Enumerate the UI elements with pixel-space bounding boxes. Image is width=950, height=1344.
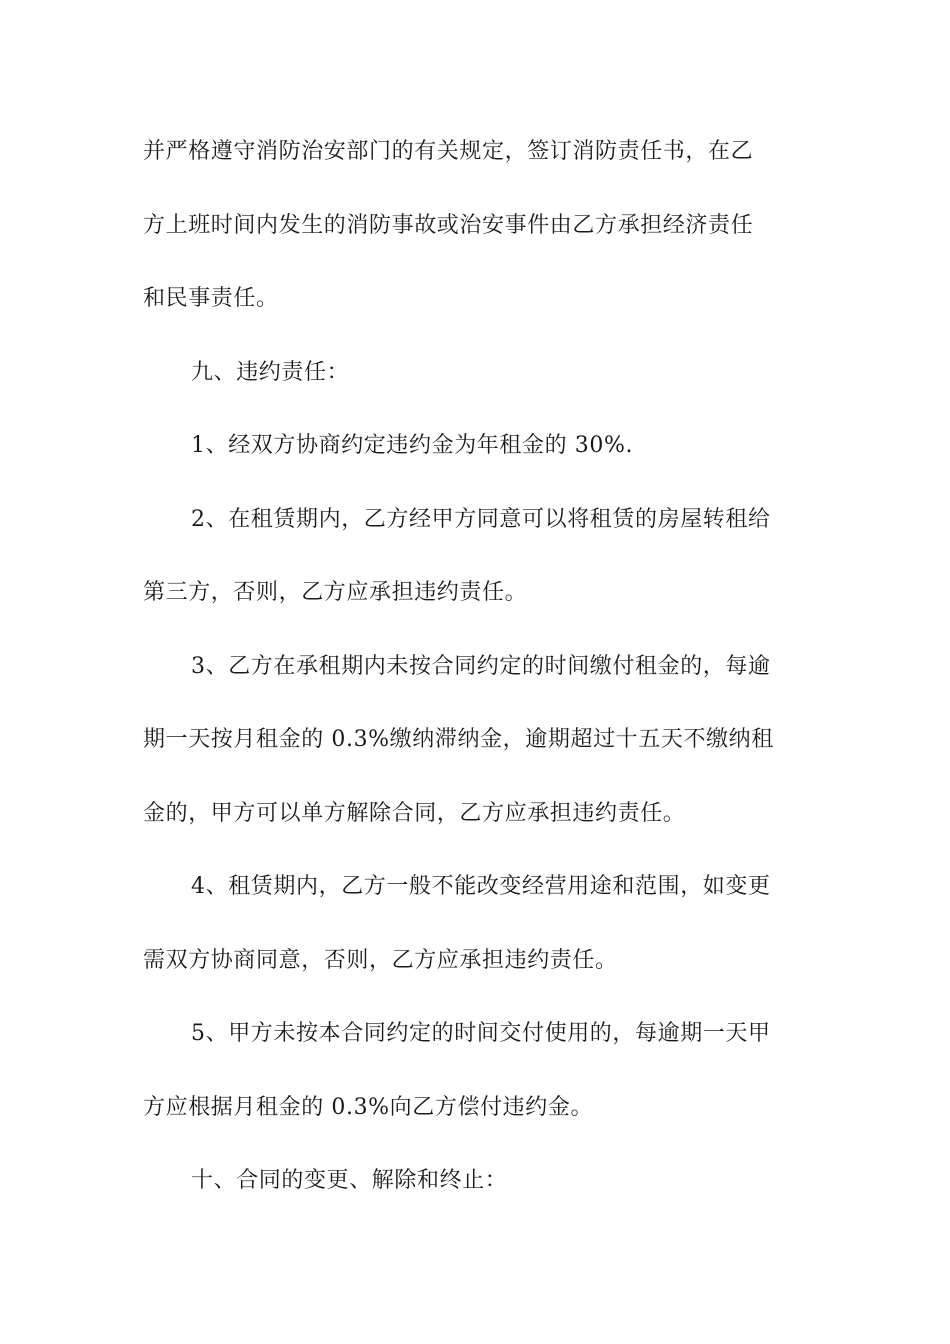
clause-2-line-2: 第三方，否则，乙方应承担违约责任。 [143,580,528,605]
clause-3-line-2: 期一天按月租金的 0.3%缴纳滞纳金，逾期超过十五天不缴纳租 [143,727,774,752]
document-body [143,130,813,1233]
text-line-3: 和民事责任。 [143,286,279,311]
clause-2-line-1: 2、在租赁期内，乙方经甲方同意可以将租赁的房屋转租给 [191,506,771,532]
clause-5-line-2: 方应根据月租金的 0.3%向乙方偿付违约金。 [143,1094,594,1120]
section-heading-10: 十、合同的变更、解除和终止： [191,1168,508,1193]
clause-4-line-2: 需双方协商同意，否则，乙方应承担违约责任。 [143,947,618,973]
text-line-2: 方上班时间内发生的消防事故或治安事件由乙方承担经济责任 [143,212,754,238]
clause-1: 1、经双方协商约定违约金为年租金的 30%. [191,433,634,458]
section-heading-9: 九、违约责任： [191,359,350,385]
clause-4-line-1: 4、租赁期内，乙方一般不能改变经营用途和范围，如变更 [191,874,771,899]
clause-3-line-1: 3、乙方在承租期内未按合同约定的时间缴付租金的，每逾 [191,653,771,679]
text-line-1: 并严格遵守消防治安部门的有关规定，签订消防责任书，在乙 [143,139,754,164]
clause-3-line-3: 金的，甲方可以单方解除合同，乙方应承担违约责任。 [143,800,686,826]
clause-5-line-1: 5、甲方未按本合同约定的时间交付使用的，每逾期一天甲 [191,1021,771,1046]
